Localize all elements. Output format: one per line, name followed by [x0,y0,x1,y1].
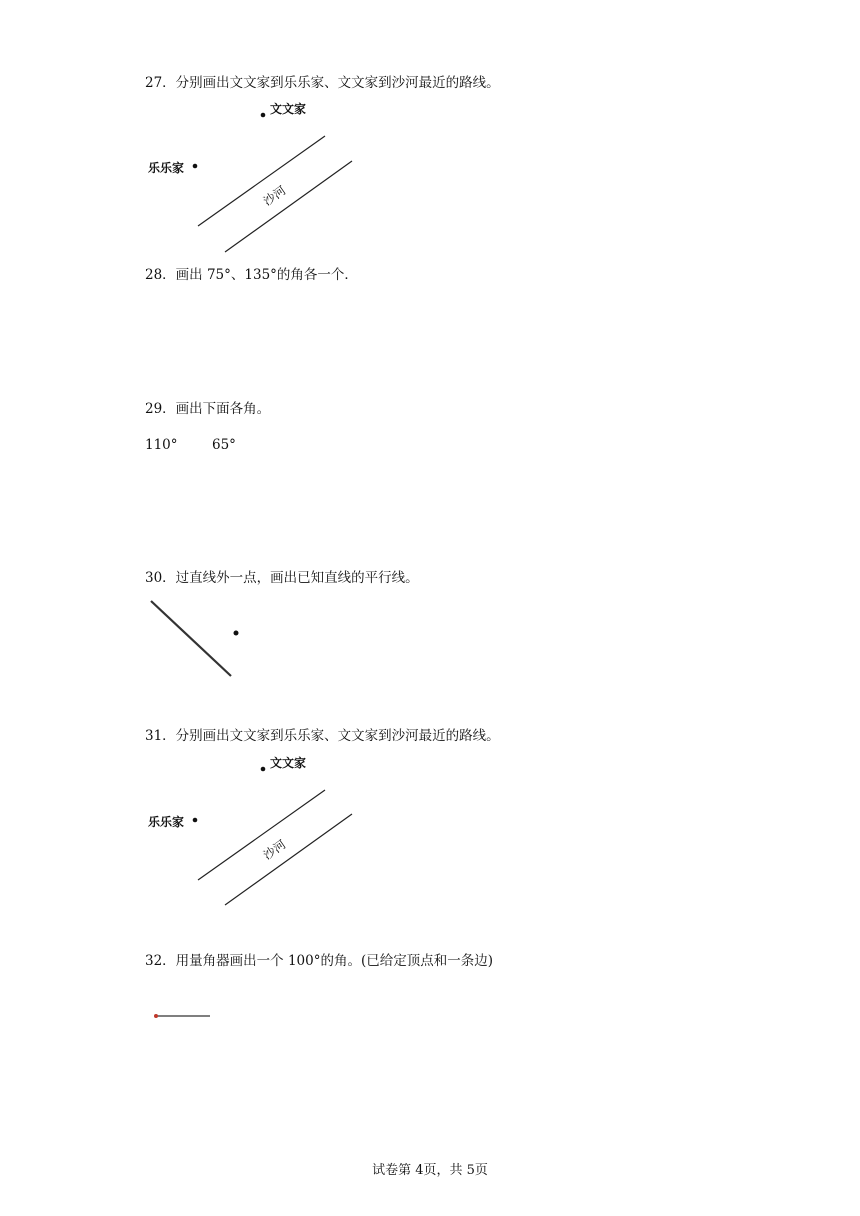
given-line [151,601,231,676]
river-bank-upper [198,790,325,880]
wenwen-home-label: 文文家 [270,756,307,770]
angle-label-65: 65° [212,437,236,453]
question-27: 27．分别画出文文家到乐乐家、文文家到沙河最近的路线。 [145,75,500,91]
wenwen-home-label: 文文家 [270,102,307,116]
lele-home-label: 乐乐家 [148,815,185,829]
river-bank-upper [198,136,325,226]
question-31: 31．分别画出文文家到乐乐家、文文家到沙河最近的路线。 [145,728,500,744]
map-figure-27 [140,95,370,260]
river-label: 沙河 [260,183,289,209]
river-bank-lower [225,161,352,252]
wenwen-home-dot [261,767,266,772]
question-32: 32．用量角器画出一个 100°的角。(已给定顶点和一条边) [145,953,494,969]
wenwen-home-dot [261,113,266,118]
parallel-line-figure [140,592,260,684]
river-bank-lower [225,814,352,905]
river-label: 沙河 [260,837,289,863]
question-28: 28．画出 75°、135°的角各一个． [145,267,358,283]
lele-home-dot [193,164,198,169]
question-29: 29．画出下面各角。 [145,401,271,417]
angle-label-110: 110° [145,437,178,453]
lele-home-dot [193,818,198,823]
page-footer: 试卷第 4页，共 5页 [372,1163,488,1178]
external-point [234,631,239,636]
question-30: 30．过直线外一点，画出已知直线的平行线。 [145,570,419,586]
protractor-figure [150,1008,220,1024]
lele-home-label: 乐乐家 [148,161,185,175]
angle-list-29 [145,436,236,454]
vertex-point [154,1014,158,1018]
map-figure-31 [140,750,370,915]
